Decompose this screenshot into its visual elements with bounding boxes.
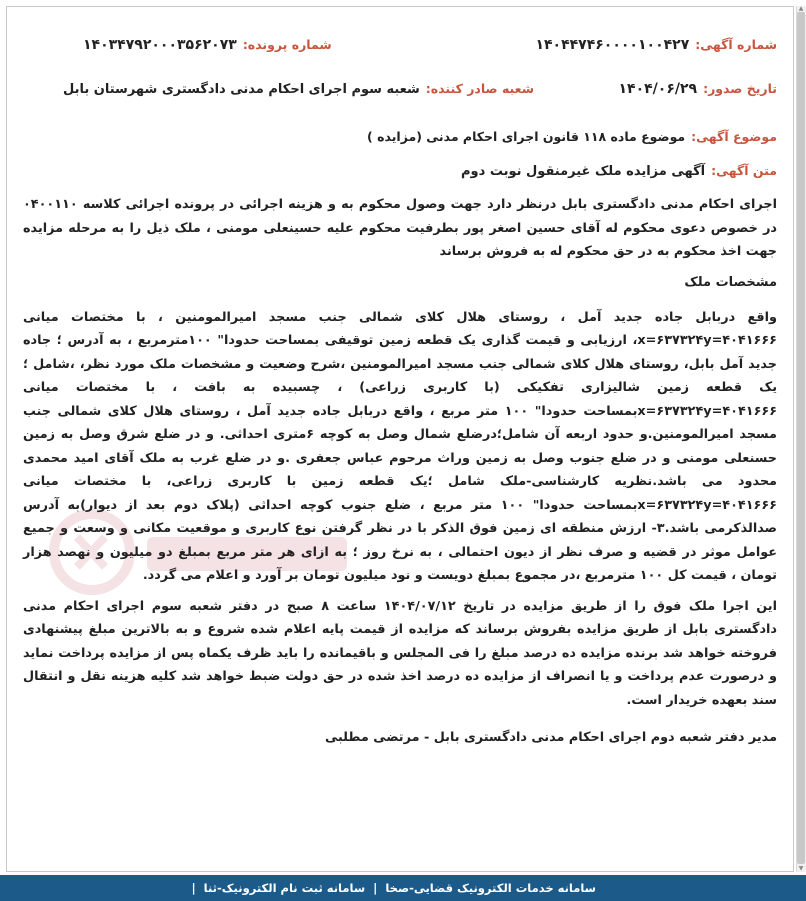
footer-link-sana[interactable]: سامانه ثبت نام الکترونیک-ثنا (203, 881, 366, 895)
footer-bar (0, 875, 806, 901)
property-specs-heading: مشخصات ملک (684, 274, 777, 290)
footer-link-sakha[interactable]: سامانه خدمات الکترونیک قضایی-صخا (385, 881, 596, 895)
signature: مدیر دفتر شعبه دوم اجرای احکام مدنی دادگستری بابل - مرتضی مطلبی (325, 730, 777, 745)
body-paragraph-auction: این اجرا ملک فوق را از طریق مزایده در تاریخ ۱۴۰۴/۰۷/۱۲ ساعت ۸ صبح در دفتر شعبه سوم اجرای احکام مدنی دادگستری بابل از طریق مزایده بفروش برساند که مزایده از قیمت پایه اعلام شده شروع و به بالاترین مبلغ پیشنهادی فروخته خواهد شد برنده مزایده ده درصد مبلغ را فی المجلس و باقیمانده را باید ظرف یکماه پس از مزایده پرداخت نماید و درصورت عدم پرداخت و یا انصراف از مزایده ده درصد اخذ شده در حق دولت ضبط خواهد شد کلیه هزینه نقل و انتقال سند بعهده خریدار است. (23, 598, 777, 708)
meta-row-2 (23, 81, 777, 125)
issue-date-value: ۱۴۰۴/۰۶/۲۹ (618, 81, 698, 97)
ad-number-value: ۱۴۰۴۴۷۴۶۰۰۰۰۱۰۰۴۲۷ (535, 37, 690, 53)
body-paragraph-specs: واقع دربابل جاده جدید آمل ، روستای هلال کلای شمالی جنب مسجد امیرالمومنین ، با مختصات میانی x=۶۳۷۳۲۴y=۴۰۴۱۶۶۶، ارزیابی و قیمت گذاری یک قطعه زمین توقیفی بمساحت حدودا" ۱۰۰مترمربع ، به آدرس ؛ جاده جدید آمل بابل، روستای هلال کلای شمالی جنب مسجد امیرالمومنین ،شرح وضعیت و مشخصات ملک مورد نظر، ،شامل ؛ یک قطعه زمین شالیزاری تفکیکی (با کاربری زراعی) ، چسبیده به بافت ، با مختصات میانی x=۶۳۷۳۲۴y=۴۰۴۱۶۶۶بمساحت حدودا" ۱۰۰ متر مربع ، واقع دربابل جاده جدید آمل ، روستای هلال کلای شمالی جنب مسجد امیرالمومنین.و حدود اربعه آن شامل؛درضلع شمال وصل به کوچه ۶متری احداثی. و در ضلع شرق وصل به زمین حسنعلی مومنی و در ضلع جنوب وصل به زمین وراث مرحوم عباس جعفری .و در ضلع غرب به ملک آقای امید محمدی محدود می باشد.نظریه کارشناسی-ملک شامل ؛یک قطعه زمین با کاربری زراعی، با مختصات میانی x=۶۳۷۳۲۴y=۴۰۴۱۶۶۶بمساحت حدودا" ۱۰۰ متر مربع ، ضلع جنوب کوچه احداثی (پلاک دوم بعد از دیوار)به آدرس صدالذکرمی باشد.۳- ارزش منطقه ای زمین فوق الذکر با در نظر گرفتن نوع کاربری و موقعیت مکانی و وسعت و جمیع عوامل موثر در قضیه و صرف نظر از دیون احتمالی ، به نرخ روز ؛ به ازای هر متر مربع بمبلغ دو میلیون و نهصد هزار تومان ، قیمت کل ۱۰۰ مترمربع ،در مجموع بمبلغ دویست و نود میلیون تومان بر آورد و اعلام می گردد. (23, 309, 778, 583)
subject-label: موضوع آگهی: (691, 129, 777, 144)
body-label: متن آگهی: (711, 163, 777, 178)
issue-date (619, 81, 778, 97)
announcement-panel (6, 6, 794, 872)
footer-separator: | (373, 881, 378, 895)
scroll-down-icon[interactable]: ▼ (798, 865, 804, 872)
announcement-content (23, 37, 777, 757)
footer-separator-end: | (191, 881, 196, 895)
scrollbar-thumb[interactable] (797, 12, 805, 864)
vertical-scrollbar[interactable] (796, 6, 806, 872)
body-title: آگهی مزایده ملک غیرمنقول نوبت دوم (461, 164, 706, 179)
case-number (83, 37, 332, 53)
scroll-up-icon[interactable]: ▲ (798, 5, 804, 12)
issue-date-label: تاریخ صدور: (703, 81, 777, 96)
case-number-label: شماره پرونده: (242, 37, 332, 52)
case-number-value: ۱۴۰۳۴۷۹۲۰۰۰۳۵۶۲۰۷۳ (83, 37, 237, 53)
issuer (63, 81, 534, 97)
body-label-row (23, 163, 777, 193)
issuer-value: شعبه سوم اجرای احکام مدنی دادگستری شهرستان بابل (63, 82, 420, 97)
ad-number-label: شماره آگهی: (695, 37, 777, 52)
meta-row-1 (23, 37, 777, 81)
subject-row (23, 129, 777, 163)
issuer-label: شعبه صادر کننده: (425, 81, 534, 96)
subject-value: موضوع ماده ۱۱۸ قانون اجرای احکام مدنی (مزایده ) (367, 129, 686, 144)
ad-number (535, 37, 777, 53)
body-paragraph-intro: اجرای احکام مدنی دادگستری بابل درنظر دارد جهت وصول محکوم به و هزینه اجرائی در پرونده اجرائی کلاسه ۰۴۰۰۱۱۰ در خصوص دعوی محکوم له آقای حسین اصغر پور بطرفیت محکوم علیه حسینعلی مومنی ، ملک ذیل را به مرحله مزایده جهت اخذ محکوم به در حق محکوم له به فروش برساند (23, 197, 777, 259)
